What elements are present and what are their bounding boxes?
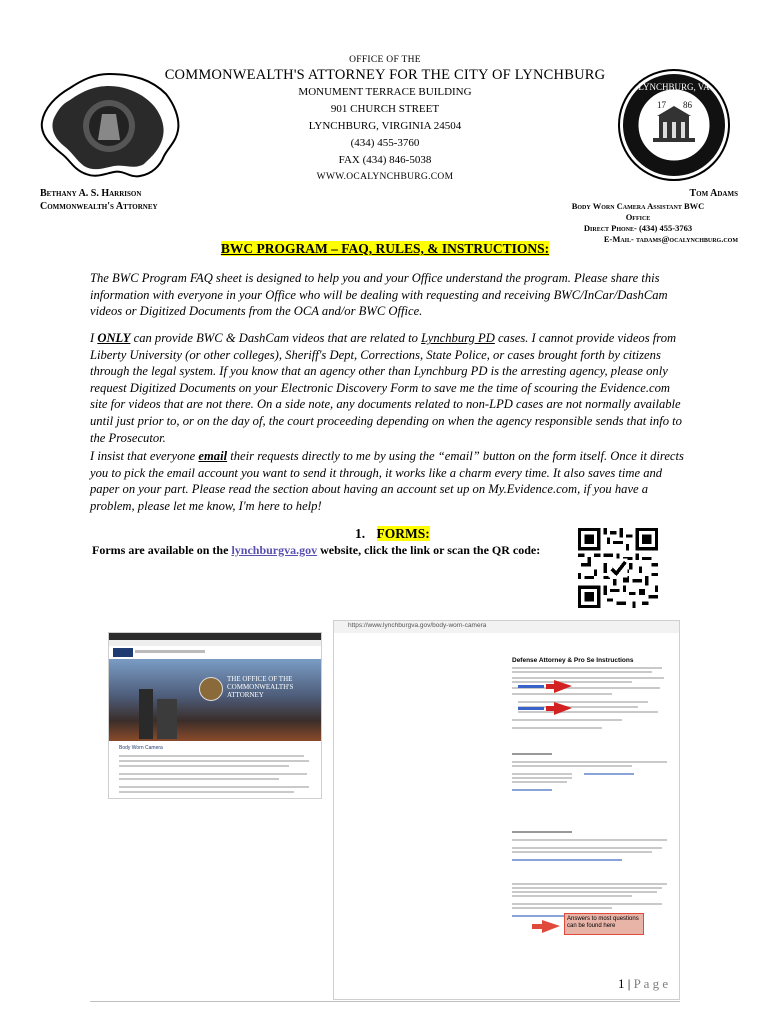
- banner-line: THE OFFICE OF THE: [227, 675, 293, 683]
- assistant-name: Tom Adams: [689, 188, 738, 199]
- red-arrow-icon: [516, 679, 576, 695]
- text-line: [512, 891, 657, 893]
- page-separator: |: [627, 976, 631, 991]
- text-line: [119, 760, 309, 762]
- text-line: [512, 847, 662, 849]
- text-run: website, click the link or scan the QR code:: [317, 543, 541, 557]
- qr-code[interactable]: [578, 528, 658, 608]
- building-silhouette: [139, 689, 153, 739]
- svg-text:86: 86: [683, 100, 692, 110]
- page-number: 1: [618, 976, 625, 991]
- oca-seal-icon: [199, 677, 223, 701]
- intro-paragraph: The BWC Program FAQ sheet is designed to help you and your Office understand the program. Please share this information with everyone in your Office who will be dealing with requesting and receiving BWC/InCar/DashCam videos or Digitized Documents from the OCA and/or BWC Office.: [90, 271, 668, 319]
- banner-line: COMMONWEALTH'S: [227, 683, 294, 691]
- address-line: MONUMENT TERRACE BUILDING: [298, 86, 472, 98]
- text-run: Forms are available on the: [92, 543, 232, 557]
- text-line: [512, 761, 667, 763]
- address-block: [0, 84, 770, 185]
- text-line: [512, 831, 572, 833]
- banner-line: ATTORNEY: [227, 691, 264, 699]
- address-line: 901 CHURCH STREET: [330, 103, 440, 115]
- nav-bar: [135, 650, 205, 653]
- text-line: [119, 778, 279, 780]
- assistant-office: Office: [625, 212, 651, 222]
- text-line: [512, 753, 552, 755]
- screenshot-page-heading: Body Worn Camera: [119, 745, 163, 751]
- city-skyline-banner: [109, 659, 321, 741]
- page-word: P a g e: [633, 976, 669, 991]
- scope-paragraph: [90, 330, 690, 446]
- assistant-phone: Direct Phone- (434) 455-3763: [583, 223, 693, 233]
- attorney-title: Commonwealth's Attorney: [40, 201, 158, 212]
- banner-title: [227, 675, 293, 699]
- text-line: [512, 859, 622, 861]
- text-line: [512, 887, 662, 889]
- answers-callout: Answers to most questions can be found here: [564, 913, 644, 935]
- text-line: [512, 851, 652, 853]
- email-emphasis: email: [198, 449, 228, 463]
- text-line: [512, 781, 567, 783]
- phone-line: (434) 455-3760: [350, 137, 420, 149]
- red-arrow-icon: [516, 701, 576, 717]
- text-run: can provide BWC & DashCam videos that are related to: [130, 331, 422, 345]
- text-line: [512, 667, 662, 669]
- doc-title: Defense Attorney & Pro Se Instructions: [512, 657, 634, 664]
- text-line: [512, 895, 632, 897]
- text-run: their requests directly to me by using the “email” button on the form itself. Once it directs you to pick the email account you want to send it through, it works like a charm every time. It also saves time and paper on your part. Please read the section about having an account set up on My.Evidence.com, if you have a problem, please let me know, I'm here to help!: [90, 449, 684, 513]
- assistant-title: Body Worn Camera Assistant BWC: [571, 201, 705, 211]
- text-run: cases. I cannot provide videos from Liberty University (or other colleges), Sheriff's Dept, Corrections, State Police, or cases brought forth by citizens through the legal system. If you know that an agency other than Lynchburg PD is the arresting agency, please only request Digitized Documents on your Electronic Discovery Form to save me the time of scouring the Evidence.com site for videos that are not there. On a side note, any documents related to non-LPD cases are not normally available until just prior to, or on the day of, the court proceeding depending on when the agency responsible sends that info to the Prosecutor.: [90, 331, 682, 445]
- fax-line: FAX (434) 846-5038: [338, 154, 432, 166]
- assistant-info: [538, 201, 738, 234]
- text-line: [512, 765, 632, 767]
- footer-divider: [90, 1001, 680, 1002]
- text-run: I: [90, 331, 98, 345]
- website-line: WWW.OCALYNCHBURG.COM: [316, 172, 454, 182]
- program-heading-wrap: [0, 240, 770, 258]
- office-of-the-label: OFFICE OF THE: [349, 55, 421, 65]
- attorney-name: Bethany A. S. Harrison: [40, 188, 142, 199]
- forms-heading: [355, 526, 430, 542]
- lpd-emphasis: Lynchburg PD: [421, 331, 495, 345]
- program-heading: BWC PROGRAM – FAQ, RULES, & INSTRUCTIONS:: [220, 241, 550, 256]
- forms-number: 1.: [355, 526, 366, 541]
- text-line: [512, 719, 622, 721]
- lynchburg-logo-icon: [113, 648, 133, 657]
- website-screenshot: [108, 632, 322, 799]
- only-emphasis: ONLY: [97, 331, 131, 345]
- assistant-email: E-Mail- tadams@ocalynchburg.com: [603, 234, 738, 244]
- instructions-screenshot: [333, 620, 680, 1000]
- page-footer: [618, 976, 668, 992]
- forms-text: [92, 543, 540, 558]
- text-line: [512, 789, 552, 791]
- browser-address-bar: [334, 621, 679, 633]
- text-line: [512, 773, 572, 775]
- text-run: I insist that everyone: [90, 449, 199, 463]
- forms-title: FORMS:: [376, 526, 430, 541]
- building-silhouette: [157, 699, 177, 739]
- text-line: [512, 907, 612, 909]
- browser-address-bar: [109, 640, 321, 646]
- text-line: [512, 671, 652, 673]
- email-paragraph: [90, 448, 690, 514]
- lynchburgva-link[interactable]: lynchburgva.gov: [231, 543, 318, 557]
- url-text: https://www.lynchburgva.gov/body-worn-camera: [348, 622, 487, 629]
- address-line: LYNCHBURG, VIRGINIA 24504: [308, 120, 462, 132]
- text-line: [512, 903, 662, 905]
- svg-text:LYNCHBURG, VA: LYNCHBURG, VA: [638, 82, 710, 92]
- text-line: [119, 765, 289, 767]
- text-line: [119, 773, 307, 775]
- text-line: [512, 839, 667, 841]
- text-line: [512, 777, 572, 779]
- text-line: [119, 755, 304, 757]
- text-line: [584, 773, 634, 775]
- browser-tab-bar: [109, 633, 321, 640]
- text-line: [512, 727, 602, 729]
- office-title: COMMONWEALTH'S ATTORNEY FOR THE CITY OF LYNCHBURG: [164, 67, 606, 83]
- svg-text:17: 17: [657, 100, 666, 110]
- text-line: [512, 883, 667, 885]
- text-line: [119, 791, 294, 793]
- text-line: [119, 786, 309, 788]
